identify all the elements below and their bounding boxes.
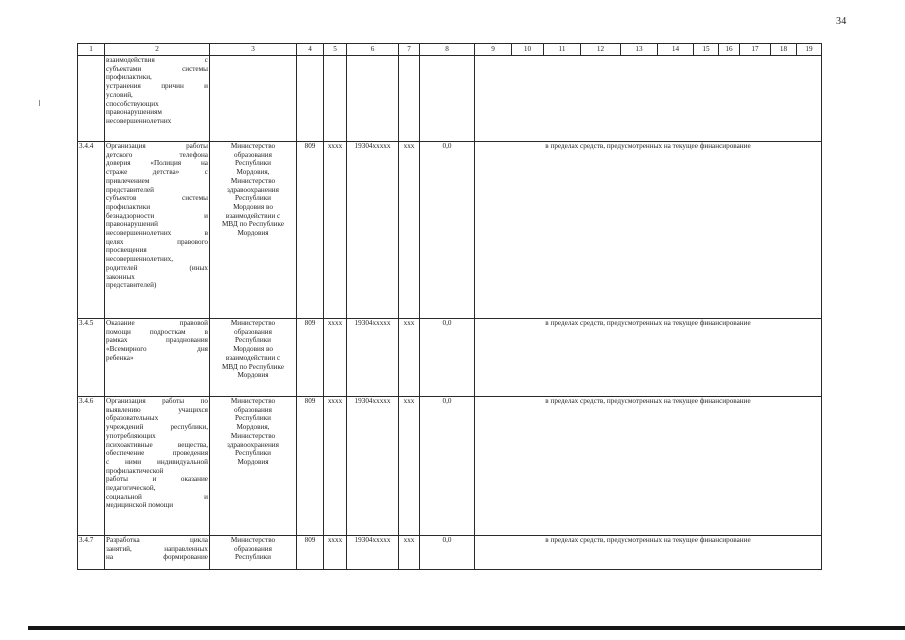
col-header: 14 <box>658 44 694 56</box>
col-header: 12 <box>581 44 621 56</box>
row-expense-code: ххх <box>399 397 420 536</box>
row-description <box>105 319 210 397</box>
exec-line: взаимодействии с <box>225 353 281 362</box>
row-cell <box>399 56 420 142</box>
desc-line: субъектов системы <box>106 194 208 203</box>
desc-line: педагогической, <box>106 484 156 493</box>
col-header: 15 <box>694 44 719 56</box>
row-amount: 0,0 <box>420 397 475 536</box>
desc-line: ребенка» <box>106 353 134 362</box>
col-header: 1 <box>78 44 105 56</box>
desc-line: Оказание правовой <box>106 319 208 327</box>
desc-line: Организация работы по <box>106 397 208 405</box>
exec-line: здравоохранения <box>227 440 279 449</box>
row-expense-code: ххх <box>399 319 420 397</box>
row-cell <box>420 56 475 142</box>
exec-line: Республики <box>234 336 272 345</box>
col-header: 6 <box>347 44 399 56</box>
desc-line: страже детства» с <box>106 168 208 177</box>
row-description <box>105 536 210 570</box>
exec-line: образования <box>234 150 272 159</box>
row-grbs-code: 809 <box>297 536 324 570</box>
row-target-code: 19304ххххх <box>347 397 399 536</box>
desc-line: доверия «Полиция на <box>106 159 208 168</box>
desc-line: Организация работы <box>106 142 208 150</box>
exec-line: Республики <box>234 159 272 168</box>
desc-line: рамках празднования <box>106 336 208 345</box>
desc-line: несовершеннолетних в <box>106 229 208 238</box>
row-grbs-code: 809 <box>297 397 324 536</box>
col-header: 11 <box>544 44 581 56</box>
desc-line: обеспечение проведения <box>106 449 208 458</box>
exec-line: образования <box>234 405 272 414</box>
desc-line: психоактивные вещества, <box>106 440 208 449</box>
row-cell <box>347 56 399 142</box>
col-header: 18 <box>771 44 797 56</box>
desc-line: профилактики <box>106 202 151 211</box>
col-header: 17 <box>740 44 771 56</box>
exec-line: МВД по Республике <box>221 362 285 371</box>
row-executor <box>210 142 297 319</box>
scan-mark <box>39 100 40 106</box>
desc-line: профилактики, <box>106 73 152 82</box>
row-number: 3.4.6 <box>78 397 105 536</box>
scan-edge-bar <box>28 626 905 630</box>
desc-line: законных <box>106 272 135 281</box>
desc-line: работы и оказание <box>106 475 208 484</box>
row-merged-note: в пределах средств, предусмотренных на текущее финансирование <box>475 397 822 536</box>
desc-line: просвещения <box>106 246 147 255</box>
desc-line: субъектами системы <box>106 64 208 73</box>
desc-line: условий, <box>106 90 133 99</box>
exec-line: Министерство <box>230 397 276 405</box>
row-merged-note: в пределах средств, предусмотренных на текущее финансирование <box>475 319 822 397</box>
exec-line: Мордовия <box>237 457 269 466</box>
col-header: 5 <box>324 44 347 56</box>
exec-line: здравоохранения <box>227 185 279 194</box>
desc-line: употребляющих <box>106 431 156 440</box>
exec-line: Мордовия во <box>233 202 273 211</box>
desc-line: учреждений республики, <box>106 423 208 432</box>
table-row <box>78 319 822 397</box>
col-header: 13 <box>621 44 658 56</box>
desc-line: представителей <box>106 185 154 194</box>
desc-line: «Всемирного дня <box>106 345 208 354</box>
desc-line: профилактической <box>106 466 164 475</box>
row-amount: 0,0 <box>420 536 475 570</box>
exec-line: Республики <box>234 194 272 203</box>
col-header: 9 <box>475 44 512 56</box>
desc-line: привлечением <box>106 176 150 185</box>
header-row <box>78 44 822 56</box>
row-target-code: 19304ххххх <box>347 319 399 397</box>
row-description <box>105 56 210 142</box>
desc-line: несовершеннолетних, <box>106 255 174 264</box>
exec-line: Мордовия, <box>236 168 270 177</box>
row-merged-note: в пределах средств, предусмотренных на текущее финансирование <box>475 536 822 570</box>
exec-line: Республики <box>234 553 272 562</box>
row-cell <box>297 56 324 142</box>
exec-line: взаимодействии с <box>225 211 281 220</box>
page-number: 34 <box>836 16 847 27</box>
row-merged-note: в пределах средств, предусмотренных на текущее финансирование <box>475 142 822 319</box>
table-row <box>78 397 822 536</box>
desc-line: способствующих <box>106 99 159 108</box>
desc-line: безнадзорности и <box>106 211 208 220</box>
desc-line: взаимодействия с <box>106 56 208 64</box>
row-target-code: 19304ххххх <box>347 142 399 319</box>
row-target-code: 19304ххххх <box>347 536 399 570</box>
desc-line: несовершеннолетних <box>106 116 172 125</box>
desc-line: правонарушениям <box>106 108 162 117</box>
row-expense-code: ххх <box>399 142 420 319</box>
col-header: 4 <box>297 44 324 56</box>
desc-line: на формирование <box>106 553 208 562</box>
exec-line: Министерство <box>230 431 276 440</box>
row-merged-note <box>475 56 822 142</box>
desc-line: детского телефона <box>106 150 208 159</box>
exec-line: МВД по Республике <box>221 220 285 229</box>
row-section-code: хххх <box>324 397 347 536</box>
row-grbs-code: 809 <box>297 142 324 319</box>
desc-line: помощи подросткам в <box>106 327 208 336</box>
desc-line: целях правового <box>106 237 208 246</box>
desc-line: устранения причин и <box>106 82 208 91</box>
row-expense-code: ххх <box>399 536 420 570</box>
row-amount: 0,0 <box>420 142 475 319</box>
exec-line: Мордовия во <box>233 345 273 354</box>
row-description <box>105 397 210 536</box>
row-grbs-code: 809 <box>297 319 324 397</box>
desc-line: занятий, направленных <box>106 544 208 553</box>
exec-line: Республики <box>234 414 272 423</box>
row-number: 3.4.5 <box>78 319 105 397</box>
row-executor <box>210 319 297 397</box>
budget-table <box>77 43 822 570</box>
col-header: 3 <box>210 44 297 56</box>
exec-line: Республики <box>234 449 272 458</box>
row-executor <box>210 536 297 570</box>
row-number: 3.4.7 <box>78 536 105 570</box>
exec-line: Министерство <box>230 142 276 150</box>
row-cell <box>324 56 347 142</box>
col-header: 7 <box>399 44 420 56</box>
desc-line: с ними индивидуальной <box>106 457 208 466</box>
row-section-code: хххх <box>324 319 347 397</box>
row-executor <box>210 397 297 536</box>
exec-line: Мордовия <box>237 229 269 238</box>
row-section-code: хххх <box>324 536 347 570</box>
exec-line: Мордовия <box>237 371 269 380</box>
exec-line: образования <box>234 544 272 553</box>
desc-line: медицинской помощи <box>106 501 174 510</box>
desc-line: образовательных <box>106 414 159 423</box>
table-row <box>78 142 822 319</box>
desc-line: родителей (иных <box>106 263 208 272</box>
row-amount: 0,0 <box>420 319 475 397</box>
col-header: 2 <box>105 44 210 56</box>
row-number: 3.4.4 <box>78 142 105 319</box>
desc-line: представителей) <box>106 281 157 290</box>
col-header: 8 <box>420 44 475 56</box>
exec-line: Министерство <box>230 536 276 544</box>
exec-line: Министерство <box>230 176 276 185</box>
row-executor <box>210 56 297 142</box>
row-section-code: хххх <box>324 142 347 319</box>
exec-line: образования <box>234 327 272 336</box>
col-header: 16 <box>719 44 740 56</box>
exec-line: Мордовия, <box>236 423 270 432</box>
desc-line: Разработка цикла <box>106 536 208 544</box>
row-number <box>78 56 105 142</box>
desc-line: правонарушений <box>106 220 158 229</box>
exec-line: Министерство <box>230 319 276 327</box>
col-header: 19 <box>797 44 822 56</box>
desc-line: социальной и <box>106 492 208 501</box>
desc-line: выявлению учащихся <box>106 405 208 414</box>
row-description <box>105 142 210 319</box>
table-row <box>78 536 822 570</box>
table-row-continuation <box>78 56 822 142</box>
col-header: 10 <box>512 44 544 56</box>
